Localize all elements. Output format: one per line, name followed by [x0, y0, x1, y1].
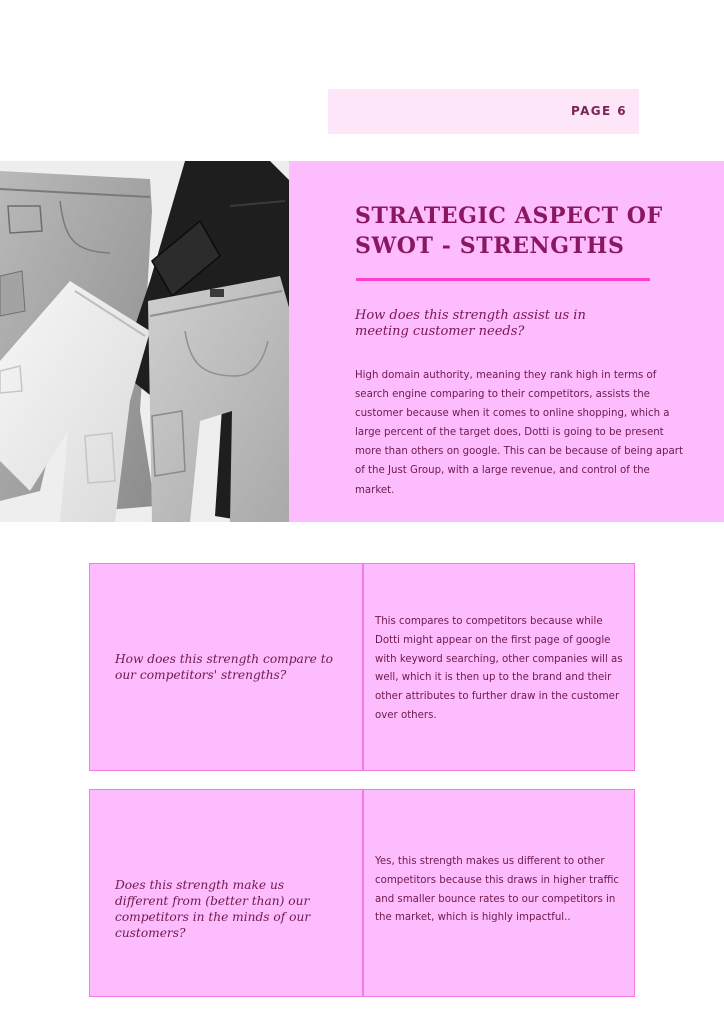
page-number-badge — [328, 89, 639, 134]
card-question: How does this strength compare to our competitors' strengths? — [115, 652, 333, 682]
title-divider — [356, 278, 650, 281]
card-divider — [362, 564, 364, 770]
card-divider — [362, 790, 364, 996]
hero-question: How does this strength assist us in meeting customer needs? — [355, 308, 586, 339]
hero-answer: High domain authority, meaning they rank high in terms of search engine comparing to their competitors, assists the customer because when it comes to online shopping, which a large percent of the target does, Dotti is going to be present more than others on google. This can be because of being apart of the Just Group, with a large revenue, and control of the market. — [355, 370, 683, 496]
page-title: STRATEGIC ASPECT OF SWOT - STRENGTHS — [355, 203, 663, 259]
card-answer: This compares to competitors because while Dotti might appear on the first page of google with keyword searching, other companies will as well, which it is then up to the brand and their other attributes to further draw in the customer over others. — [375, 616, 623, 721]
jeans-photo-icon — [0, 161, 290, 522]
card-question: Does this strength make us different from (better than) our competitors in the minds of our customers? — [115, 878, 311, 940]
jeans-photo — [0, 161, 290, 522]
comparison-card — [89, 563, 635, 771]
card-answer: Yes, this strength makes us different to other competitors because this draws in higher traffic and smaller bounce rates to our competitors in the market, which is highly impactful.. — [375, 856, 620, 924]
page-number-label: PAGE 6 — [571, 104, 627, 118]
differentiation-card — [89, 789, 635, 997]
strengths-panel — [289, 161, 724, 522]
